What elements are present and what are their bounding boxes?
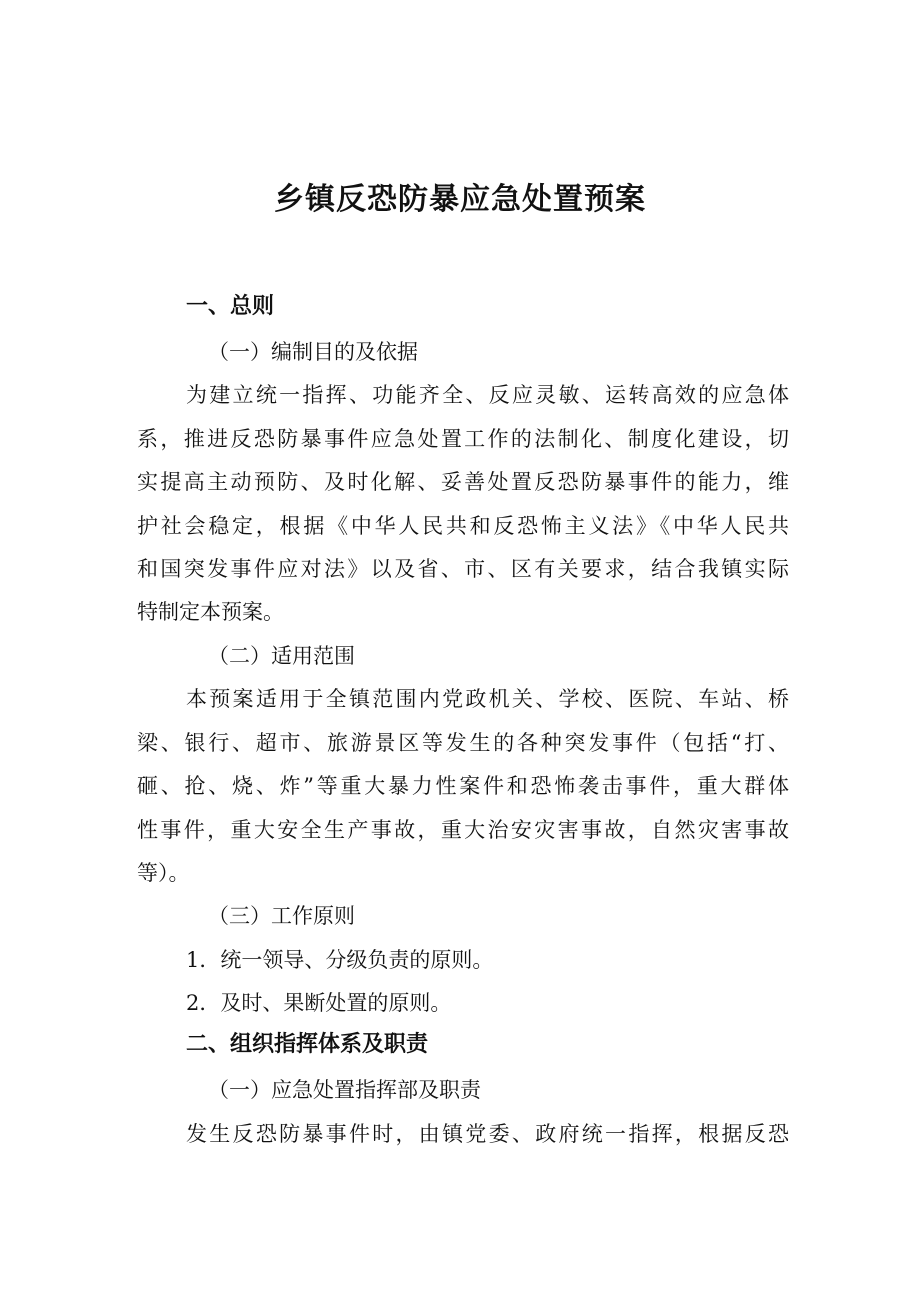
paragraph-line: 等）。 bbox=[137, 861, 190, 885]
paragraph-line: 和国突发事件应对法》以及省、市、区有关要求，结合我镇实际 bbox=[137, 557, 789, 581]
paragraph-line: 性事件，重大安全生产事故，重大治安灾害事故，自然灾害事故 bbox=[137, 818, 789, 842]
principle-item: 2．及时、果断处置的原则。 bbox=[186, 991, 452, 1015]
paragraph-line: 特制定本预案。 bbox=[137, 600, 284, 624]
subsection-heading-command: （一）应急处置指挥部及职责 bbox=[208, 1078, 481, 1102]
document-title: 乡镇反恐防暴应急处置预案 bbox=[274, 182, 646, 217]
section-heading-organization: 二、组织指挥体系及职责 bbox=[186, 1032, 429, 1057]
paragraph-line: 护社会稳定，根据《中华人民共和反恐怖主义法》《中华人民共 bbox=[137, 514, 789, 538]
paragraph-line: 本预案适用于全镇范围内党政机关、学校、医院、车站、桥 bbox=[186, 687, 789, 711]
paragraph-line: 为建立统一指挥、功能齐全、反应灵敏、运转高效的应急体 bbox=[186, 383, 789, 407]
paragraph-line: 梁、银行、超市、旅游景区等发生的各种突发事件（包括“打、 bbox=[137, 731, 789, 755]
principle-item: 1．统一领导、分级负责的原则。 bbox=[186, 948, 494, 972]
paragraph-line: 实提高主动预防、及时化解、妥善处置反恐防暴事件的能力，维 bbox=[137, 470, 789, 494]
section-heading-general: 一、总则 bbox=[186, 294, 275, 319]
paragraph-line: 发生反恐防暴事件时，由镇党委、政府统一指挥，根据反恐 bbox=[186, 1122, 789, 1146]
subsection-heading-principles: （三）工作原则 bbox=[208, 904, 355, 928]
paragraph-line: 砸、抢、烧、炸”等重大暴力性案件和恐怖袭击事件，重大群体 bbox=[137, 774, 789, 798]
subsection-heading-scope: （二）适用范围 bbox=[208, 644, 355, 668]
paragraph-line: 系，推进反恐防暴事件应急处置工作的法制化、制度化建设，切 bbox=[137, 427, 789, 451]
subsection-heading-purpose: （一）编制目的及依据 bbox=[208, 340, 418, 364]
